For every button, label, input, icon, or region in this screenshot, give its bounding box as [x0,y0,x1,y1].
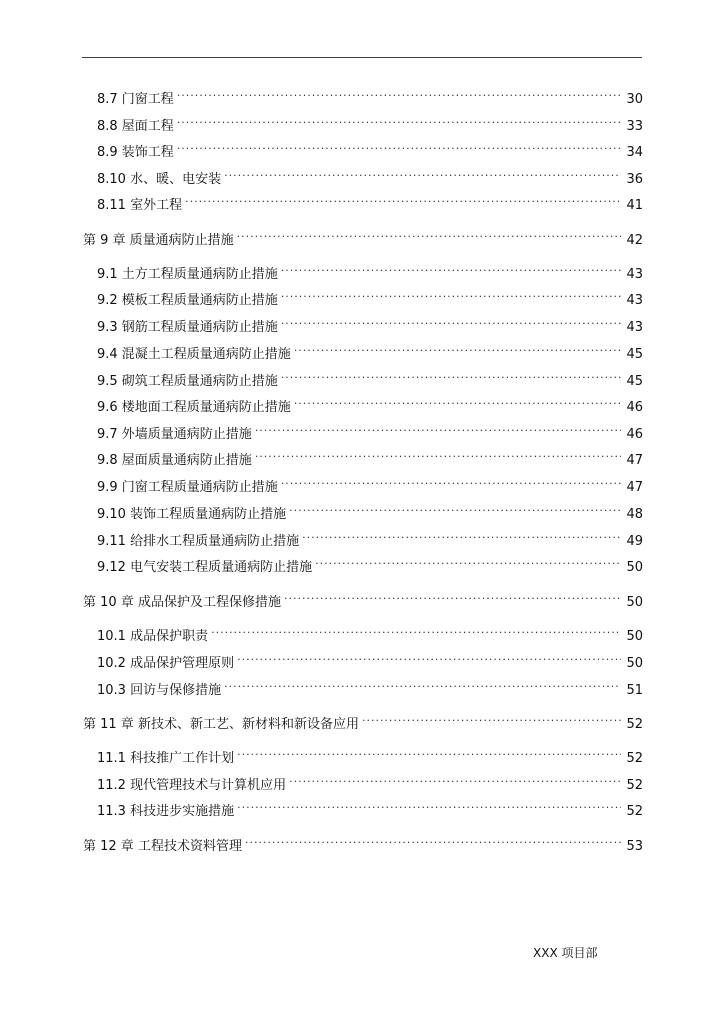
toc-leader-dots [224,674,621,694]
toc-entry-8-8[interactable] [97,110,643,134]
toc-leader-dots [185,189,621,209]
toc-entry-title: 8.11 室外工程 [97,198,183,213]
toc-leader-dots [237,742,621,762]
toc-page-number: 47 [626,480,643,495]
toc-page-number: 33 [626,119,643,134]
toc-page-number: 50 [626,656,643,671]
toc-leader-dots [289,769,621,789]
toc-entry-title: 10.3 回访与保修措施 [97,683,222,698]
toc-entry-title: 8.10 水、暖、电安装 [97,172,222,187]
toc-entry-10-2[interactable] [97,647,643,671]
toc-entry-title: 第 9 章 质量通病防止措施 [83,233,234,248]
toc-page-number: 45 [626,347,643,362]
toc-page-number: 34 [626,145,643,160]
toc-entry-10-1[interactable] [97,620,643,644]
toc-page-number: 42 [626,233,643,248]
toc-page-number: 50 [626,595,643,610]
toc-leader-dots [281,311,622,331]
toc-page-number: 47 [626,453,643,468]
toc-page-number: 30 [626,92,643,107]
header-rule [82,57,642,58]
toc-entry-title: 9.6 楼地面工程质量通病防止措施 [97,400,291,415]
toc-entry-9-9[interactable] [97,471,643,495]
toc-leader-dots [315,551,621,571]
toc-entry-9-2[interactable] [97,284,643,308]
toc-leader-dots [177,136,622,156]
toc-entry-title: 10.1 成品保护职责 [97,629,209,644]
toc-entry-9-4[interactable] [97,338,643,362]
toc-entry-title: 9.5 砌筑工程质量通病防止措施 [97,374,278,389]
toc-entry-title: 第 10 章 成品保护及工程保修措施 [83,595,281,610]
toc-leader-dots [237,647,621,667]
toc-entry-title: 9.10 装饰工程质量通病防止措施 [97,507,287,522]
toc-page-number: 48 [626,507,643,522]
toc-entry-title: 9.8 屋面质量通病防止措施 [97,453,252,468]
toc-leader-dots [289,498,621,518]
toc-entry-9-3[interactable] [97,311,643,335]
toc-entry-11-2[interactable] [97,769,643,793]
toc-leader-dots [362,708,622,728]
toc-entry-title: 8.8 屋面工程 [97,119,174,134]
toc-leader-dots [281,284,622,304]
toc-leader-dots [281,365,622,385]
toc-entry-title: 8.7 门窗工程 [97,92,174,107]
toc-entry-9-10[interactable] [97,498,643,522]
toc-page-number: 52 [626,717,643,732]
toc-entry-9-6[interactable] [97,391,643,415]
toc-leader-dots [237,224,622,244]
toc-entry-title: 8.9 装饰工程 [97,145,174,160]
toc-entry-title: 11.2 现代管理技术与计算机应用 [97,778,287,793]
toc-leader-dots [294,391,622,411]
toc-leader-dots [211,620,621,640]
toc-page-number: 43 [626,267,643,282]
toc-entry-chapter-9[interactable] [83,224,643,248]
toc-entry-9-5[interactable] [97,365,643,389]
toc-leader-dots [245,830,622,850]
toc-page-number: 50 [626,629,643,644]
toc-entry-title: 第 12 章 工程技术资料管理 [83,839,242,854]
toc-leader-dots [224,163,621,183]
toc-page-number: 52 [626,778,643,793]
toc-entry-8-9[interactable] [97,136,643,160]
toc-entry-chapter-12[interactable] [83,830,643,854]
toc-page-number: 52 [626,804,643,819]
toc-page-number: 50 [626,560,643,575]
toc-entry-title: 9.7 外墙质量通病防止措施 [97,427,252,442]
toc-leader-dots [177,110,622,130]
toc-entry-title: 9.1 土方工程质量通病防止措施 [97,267,278,282]
toc-leader-dots [281,258,622,278]
toc-page-number: 53 [626,839,643,854]
toc-page-number: 41 [626,198,643,213]
toc-entry-8-11[interactable] [97,189,643,213]
toc-leader-dots [281,471,622,491]
toc-entry-title: 11.1 科技推广工作计划 [97,751,235,766]
toc-page-number: 43 [626,320,643,335]
toc-entry-chapter-10[interactable] [83,586,643,610]
toc-leader-dots [302,525,621,545]
toc-entry-title: 9.11 给排水工程质量通病防止措施 [97,534,300,549]
toc-entry-chapter-11[interactable] [83,708,643,732]
toc-entry-9-7[interactable] [97,418,643,442]
toc-entry-9-12[interactable] [97,551,643,575]
toc-leader-dots [255,444,622,464]
toc-page-number: 49 [626,534,643,549]
toc-page-number: 51 [626,683,643,698]
toc-leader-dots [294,338,622,358]
toc-page-number: 43 [626,293,643,308]
toc-entry-title: 10.2 成品保护管理原则 [97,656,235,671]
toc-page-number: 46 [626,427,643,442]
toc-entry-title: 9.2 模板工程质量通病防止措施 [97,293,278,308]
toc-page-number: 45 [626,374,643,389]
toc-entry-9-11[interactable] [97,525,643,549]
toc-entry-title: 11.3 科技进步实施措施 [97,804,235,819]
toc-entry-title: 9.9 门窗工程质量通病防止措施 [97,480,278,495]
toc-entry-11-3[interactable] [97,795,643,819]
toc-entry-title: 9.12 电气安装工程质量通病防止措施 [97,560,313,575]
toc-leader-dots [177,83,622,103]
toc-leader-dots [284,586,622,606]
toc-entry-8-7[interactable] [97,83,643,107]
toc-page-number: 52 [626,751,643,766]
toc-entry-9-8[interactable] [97,444,643,468]
toc-entry-8-10[interactable] [97,163,643,187]
toc-entry-title: 第 11 章 新技术、新工艺、新材料和新设备应用 [83,717,359,732]
page-footer: XXX 项目部 [533,946,598,960]
toc-entry-11-1[interactable] [97,742,643,766]
toc-entry-title: 9.4 混凝土工程质量通病防止措施 [97,347,291,362]
toc-page-number: 36 [626,172,643,187]
toc-leader-dots [237,795,621,815]
toc-entry-9-1[interactable] [97,258,643,282]
toc-entry-10-3[interactable] [97,674,643,698]
toc-leader-dots [255,418,622,438]
toc-entry-title: 9.3 钢筋工程质量通病防止措施 [97,320,278,335]
toc-page-number: 46 [626,400,643,415]
